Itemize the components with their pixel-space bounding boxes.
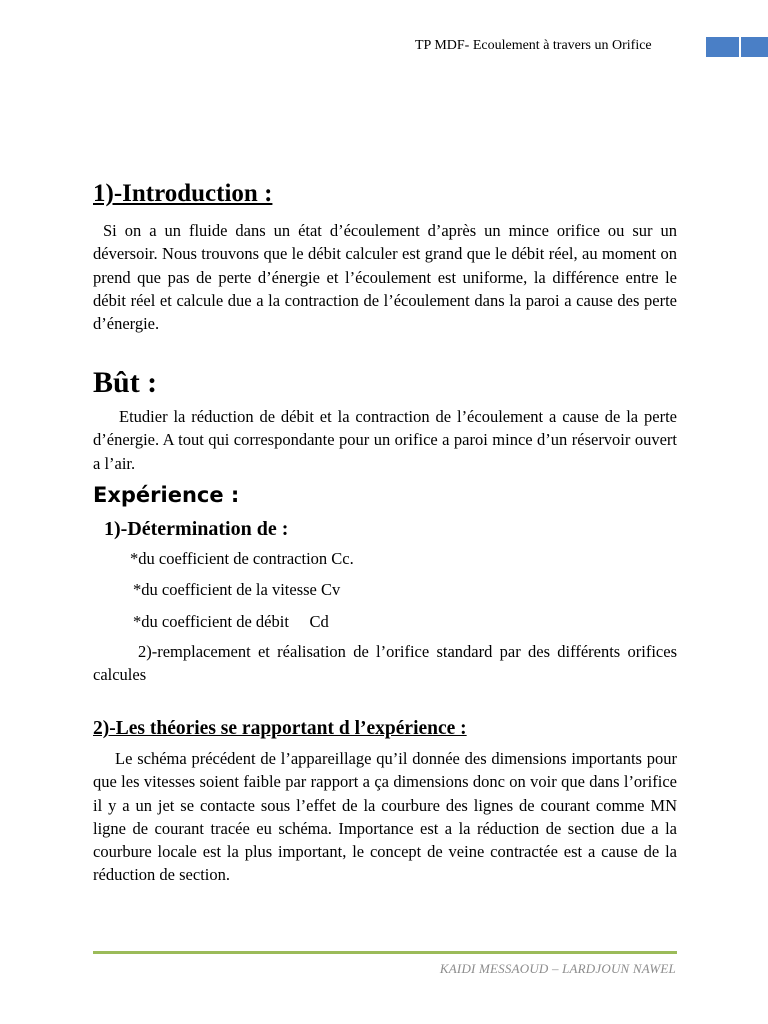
but-heading: Bût : xyxy=(93,366,158,399)
coefficient-vitesse-item: *du coefficient de la vitesse Cv xyxy=(133,580,341,599)
header-accent-bar xyxy=(705,37,768,57)
page-header-title: TP MDF- Ecoulement à travers un Orifice xyxy=(415,38,652,53)
determination-heading: 1)-Détermination de : xyxy=(104,518,289,540)
remplacement-paragraph: 2)-remplacement et réalisation de l’orifice standard par des différents orifices calcules xyxy=(93,642,677,685)
but-paragraph: Etudier la réduction de débit et la contraction de l’écoulement a cause de la perte d’énergie. A tout qui correspondante pour un orifice a paroi mince d’un réservoir ouvert a l’air. xyxy=(93,407,677,473)
theories-paragraph: Le schéma précédent de l’appareillage qu’il donnée des dimensions importants pour que les vitesses soient faible par rapport a ça dimensions donc on voir que dans l’orifice il y a un jet se contacte sous l’effet de la courbure des lignes de courant comme MN ligne de courant tracée eu schéma. Importance est a la réduction de section due a la courbure locale est la plus important, le concept de veine contractée est a cause de la réduction de section. xyxy=(93,749,677,885)
theories-heading: 2)-Les théories se rapportant d l’expérience : xyxy=(93,718,467,739)
footer-divider xyxy=(93,951,677,954)
header-bar-divider xyxy=(739,37,741,57)
header-bar-divider xyxy=(705,37,706,57)
footer-authors: KAIDI MESSAOUD – LARDJOUN NAWEL xyxy=(439,961,676,976)
coefficient-contraction-item: *du coefficient de contraction Cc. xyxy=(130,549,354,568)
coefficient-debit-item: *du coefficient de débit Cd xyxy=(133,612,329,631)
introduction-paragraph: Si on a un fluide dans un état d’écoulement d’après un mince orifice ou sur un déversoir. Nous trouvons que le débit calculer est grand que le débit réel, au moment on prend que pas de perte d’énergie et l’écoulement est uniforme, la différence entre le débit réel et calcule due a la contraction de l’écoulement dans la paroi a cause des perte d’énergie. xyxy=(93,221,677,334)
experience-heading: Expérience : xyxy=(93,483,240,507)
introduction-heading: 1)-Introduction : xyxy=(93,180,273,207)
